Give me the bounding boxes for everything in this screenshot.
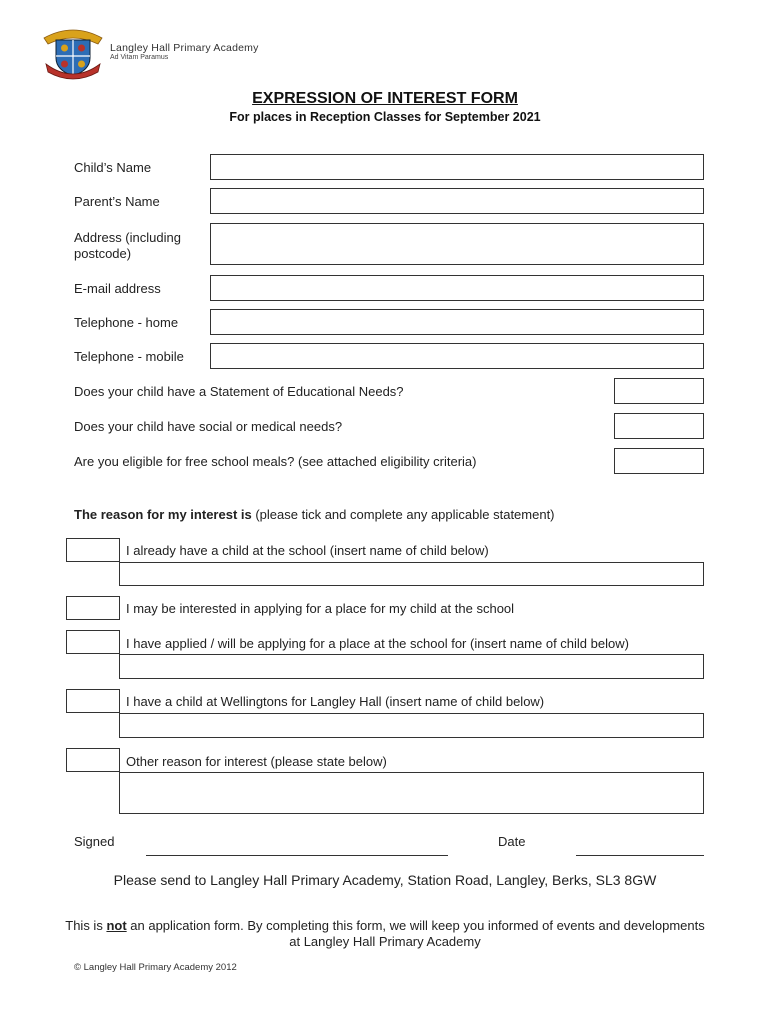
date-line[interactable] — [576, 855, 704, 856]
reason-3-label: I have applied / will be applying for a place at the school for (insert name of child below) — [126, 636, 629, 651]
school-name: Langley Hall Primary Academy — [110, 42, 259, 54]
childs-name-field[interactable] — [210, 154, 704, 180]
parents-name-field[interactable] — [210, 188, 704, 214]
form-title: EXPRESSION OF INTEREST FORM — [252, 90, 518, 107]
reason-heading-bold: The reason for my interest is — [74, 507, 252, 522]
parents-name-label: Parent’s Name — [74, 194, 160, 209]
copyright: © Langley Hall Primary Academy 2012 — [74, 962, 237, 973]
tel-mobile-field[interactable] — [210, 343, 704, 369]
reason-3-detail-field[interactable] — [119, 654, 704, 679]
school-crest — [42, 24, 104, 80]
email-field[interactable] — [210, 275, 704, 301]
reason-1-label: I already have a child at the school (insert name of child below) — [126, 543, 489, 558]
reason-5-checkbox[interactable] — [66, 748, 120, 772]
signed-line[interactable] — [146, 855, 448, 856]
signed-label: Signed — [74, 834, 115, 849]
reason-3-checkbox[interactable] — [66, 630, 120, 654]
reason-1-detail-field[interactable] — [119, 562, 704, 586]
reason-heading-rest: (please tick and complete any applicable statement) — [251, 507, 555, 522]
reason-4-detail-field[interactable] — [119, 713, 704, 738]
statement-question: Does your child have a Statement of Educational Needs? — [74, 384, 404, 399]
school-motto: Ad Vitam Paramus — [110, 54, 169, 61]
reason-4-checkbox[interactable] — [66, 689, 120, 713]
reason-1-checkbox[interactable] — [66, 538, 120, 562]
reason-5-label: Other reason for interest (please state below) — [126, 754, 387, 769]
reason-5-detail-field[interactable] — [119, 772, 704, 814]
tel-mobile-label: Telephone - mobile — [74, 349, 184, 364]
note-part2: an application form. By completing this form, we will keep you informed of events and developments at Langley Hall Primary Academy — [126, 918, 705, 949]
free-meals-answer-box[interactable] — [614, 448, 704, 474]
address-field[interactable] — [210, 223, 704, 265]
reason-2-checkbox[interactable] — [66, 596, 120, 620]
tel-home-label: Telephone - home — [74, 315, 179, 330]
reason-2-label: I may be interested in applying for a place for my child at the school — [126, 601, 515, 616]
social-medical-answer-box[interactable] — [614, 413, 704, 439]
social-medical-question: Does your child have social or medical needs? — [74, 419, 343, 434]
form-subtitle: For places in Reception Classes for September 2021 — [229, 110, 541, 124]
send-to-address: Please send to Langley Hall Primary Academy, Station Road, Langley, Berks, SL3 8GW — [113, 872, 657, 888]
note-not: not — [106, 918, 127, 933]
reason-4-label: I have a child at Wellingtons for Langley Hall (insert name of child below) — [126, 694, 545, 709]
date-label: Date — [498, 834, 526, 849]
childs-name-label: Child’s Name — [74, 160, 152, 175]
tel-home-field[interactable] — [210, 309, 704, 335]
crest-icon — [42, 24, 104, 80]
reason-heading — [74, 507, 555, 522]
statement-answer-box[interactable] — [614, 378, 704, 404]
disclaimer-note — [60, 918, 710, 950]
free-meals-question: Are you eligible for free school meals? (see attached eligibility criteria) — [74, 454, 477, 469]
address-label: Address (including postcode) — [74, 230, 181, 261]
email-label: E-mail address — [74, 281, 161, 296]
note-part1: This is — [65, 918, 107, 933]
